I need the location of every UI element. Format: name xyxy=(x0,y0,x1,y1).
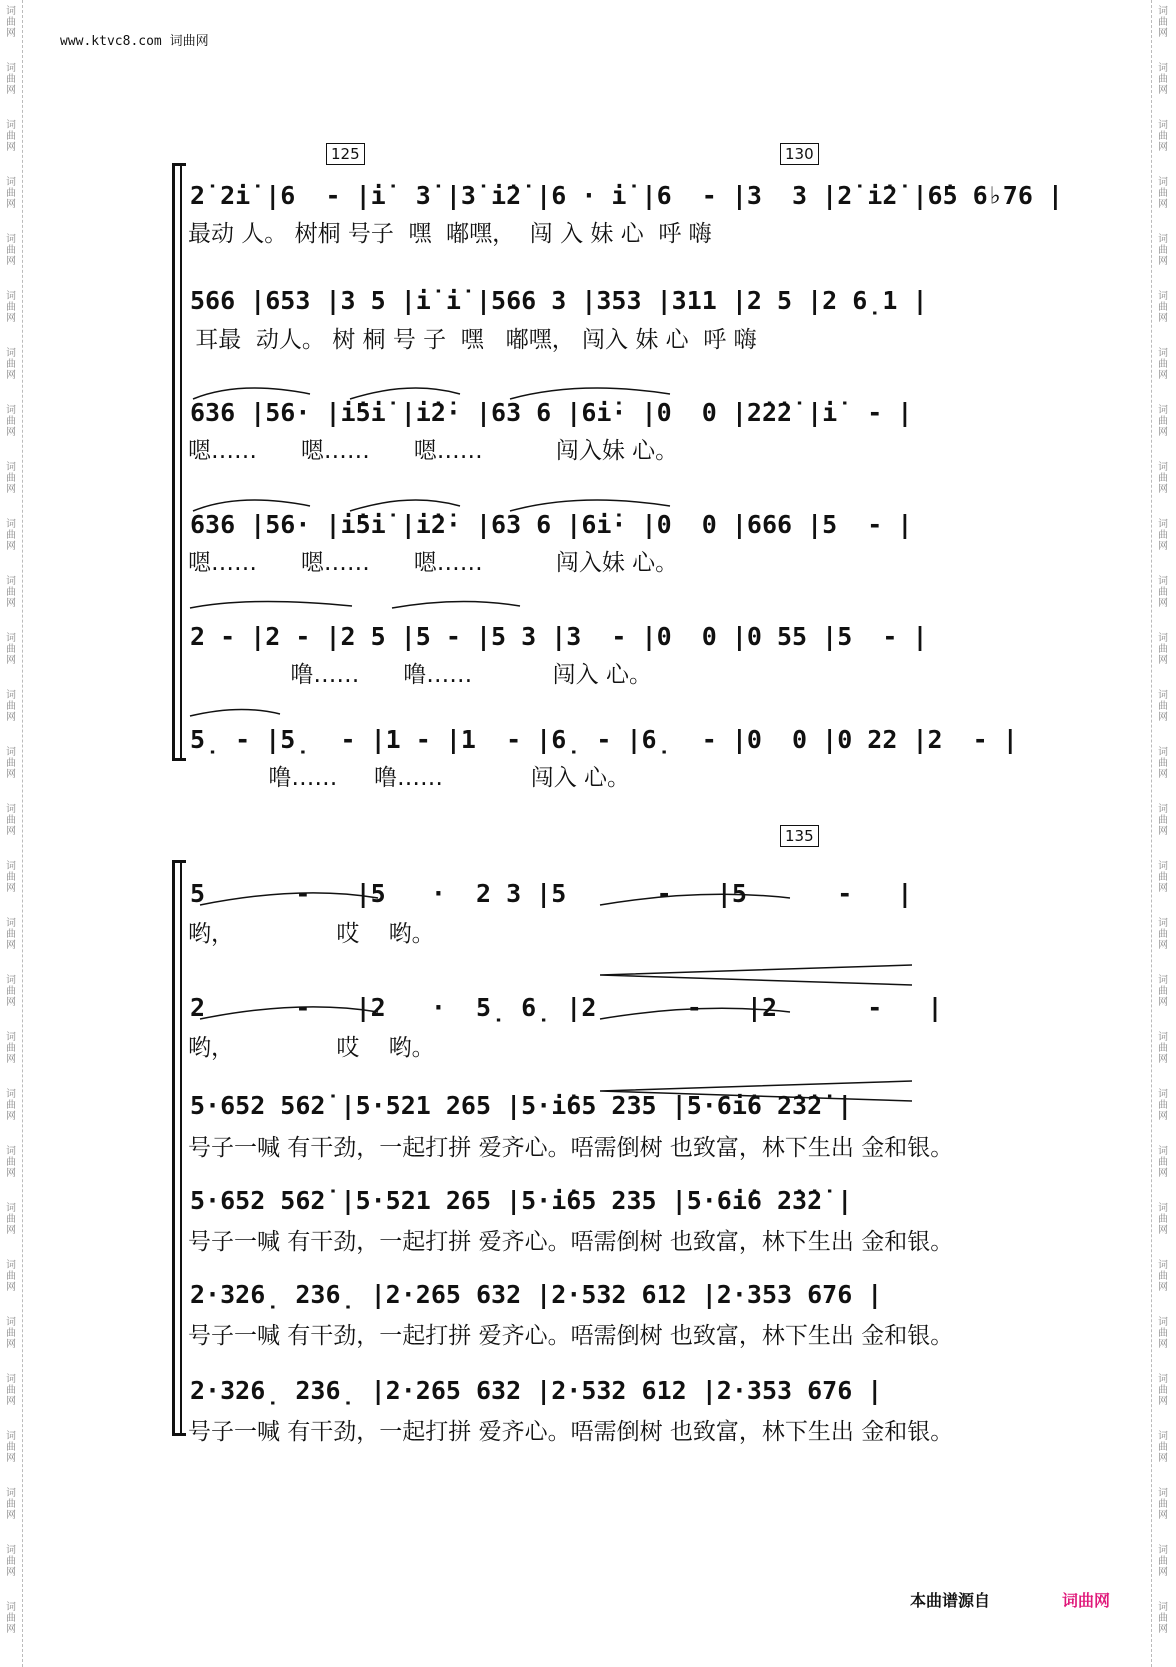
watermark-glyph: 词 曲 网 xyxy=(1158,1488,1168,1521)
system-2-staff-5-lyrics: 号子一喊 有干劲，一起打拼 爱齐心。唔需倒树 也致富，林下生出 金和银。 xyxy=(188,1323,954,1349)
watermark-glyph: 词 曲 网 xyxy=(6,690,16,723)
measure-number-135: 135 xyxy=(780,825,819,847)
watermark-glyph: 词 曲 网 xyxy=(6,1203,16,1236)
system-1-staff-6-notes: 5̣ - |5̣ - |1 - |1 - |6̣ - |6̣ - |0 0 |0 22 |2 - | xyxy=(190,725,1018,754)
watermark-glyph: 词 曲 网 xyxy=(1158,1545,1168,1578)
system-2-staff-4-lyrics: 号子一喊 有干劲，一起打拼 爱齐心。唔需倒树 也致富，林下生出 金和银。 xyxy=(188,1229,954,1255)
watermark-glyph: 词 曲 网 xyxy=(1158,1203,1168,1236)
system-1-staff-2-lyrics: 耳最 动人。 树 桐 号 子 嘿 嘟嘿， 闯入 妹 心 呼 嗨 xyxy=(188,327,757,353)
footer-brand-link[interactable]: 词曲网 xyxy=(1062,1591,1111,1610)
watermark-glyph: 词 曲 网 xyxy=(6,120,16,153)
watermark-glyph: 词 曲 网 xyxy=(6,291,16,324)
watermark-glyph: 词 曲 网 xyxy=(1158,804,1168,837)
watermark-glyph: 词 曲 网 xyxy=(6,747,16,780)
watermark-glyph: 词 曲 网 xyxy=(1158,120,1168,153)
footer-source-label: 本曲谱源自 xyxy=(910,1591,991,1610)
watermark-glyph: 词 曲 网 xyxy=(6,1431,16,1464)
watermark-glyph: 词 曲 网 xyxy=(6,918,16,951)
watermark-glyph: 词 曲 网 xyxy=(6,1089,16,1122)
watermark-glyph: 词 曲 网 xyxy=(1158,6,1168,39)
system-1-staff-5-notes: 2 - |2 - |2 5 |5 - |5 3 |3 - |0 0 |0 55 |5 - | xyxy=(190,622,928,651)
watermark-glyph: 词 曲 网 xyxy=(6,1260,16,1293)
system-2-staff-5-notes: 2·326̣ 236̣ |2·265 632 |2·532 612 |2·353 676 | xyxy=(190,1280,883,1309)
watermark-glyph: 词 曲 网 xyxy=(1158,177,1168,210)
system-1-staff-4-lyrics: 嗯…… 嗯…… 嗯…… 闯入妹 心。 xyxy=(188,550,679,576)
watermark-glyph: 词 曲 网 xyxy=(1158,576,1168,609)
watermark-glyph: 词 曲 网 xyxy=(6,1602,16,1635)
watermark-glyph: 词 曲 网 xyxy=(1158,1602,1168,1635)
system-1-staff-6-lyrics: 噜…… 噜…… 闯入 心。 xyxy=(188,765,631,791)
system-2-staff-3-lyrics: 号子一喊 有干劲，一起打拼 爱齐心。唔需倒树 也致富，林下生出 金和银。 xyxy=(188,1135,954,1161)
watermark-glyph: 词 曲 网 xyxy=(1158,1146,1168,1179)
system-2-staff-6-lyrics: 号子一喊 有干劲，一起打拼 爱齐心。唔需倒树 也致富，林下生出 金和银。 xyxy=(188,1419,954,1445)
watermark-glyph: 词 曲 网 xyxy=(1158,1431,1168,1464)
watermark-glyph: 词 曲 网 xyxy=(1158,747,1168,780)
watermark-glyph: 词 曲 网 xyxy=(1158,1260,1168,1293)
system-2-staff-6-notes: 2·326̣ 236̣ |2·265 632 |2·532 612 |2·353 676 | xyxy=(190,1376,883,1405)
system-2-staff-2-lyrics: 哟， 哎 哟。 xyxy=(188,1035,435,1061)
measure-number-125: 125 xyxy=(326,143,365,165)
watermark-glyph: 词 曲 网 xyxy=(1158,348,1168,381)
watermark-glyph: 词 曲 网 xyxy=(6,633,16,666)
watermark-glyph: 词 曲 网 xyxy=(1158,1089,1168,1122)
watermark-glyph: 词 曲 网 xyxy=(6,519,16,552)
watermark-glyph: 词 曲 网 xyxy=(6,63,16,96)
watermark-glyph: 词 曲 网 xyxy=(1158,1032,1168,1065)
watermark-glyph: 词 曲 网 xyxy=(1158,405,1168,438)
site-url: www.ktvc8.com 词曲网 xyxy=(60,34,209,49)
watermark-glyph: 词 曲 网 xyxy=(6,1545,16,1578)
watermark-glyph: 词 曲 网 xyxy=(6,1317,16,1350)
watermark-glyph: 词 曲 网 xyxy=(1158,462,1168,495)
watermark-glyph: 词 曲 网 xyxy=(1158,63,1168,96)
watermark-glyph: 词 曲 网 xyxy=(6,405,16,438)
watermark-glyph: 词 曲 网 xyxy=(1158,690,1168,723)
watermark-glyph: 词 曲 网 xyxy=(6,6,16,39)
system-2-staff-4-notes: 5·652 562̇ |5·521 265 |5·i̇65 235 |5·6i̇6 2̇3̇2̇ | xyxy=(190,1186,853,1215)
system-1-staff-1-lyrics: 最动 人。 树桐 号子 嘿 嘟嘿， 闯 入 妹 心 呼 嗨 xyxy=(188,221,712,247)
system-1-staff-5-lyrics: 噜…… 噜…… 闯入 心。 xyxy=(188,662,652,688)
watermark-glyph: 词 曲 网 xyxy=(1158,861,1168,894)
system-2-staff-2-notes: 2 - |2 · 5̣ 6̣ |2 - |2 - | xyxy=(190,993,943,1022)
watermark-glyph: 词 曲 网 xyxy=(6,462,16,495)
watermark-glyph: 词 曲 网 xyxy=(6,348,16,381)
watermark-glyph: 词 曲 网 xyxy=(6,804,16,837)
watermark-glyph: 词 曲 网 xyxy=(6,1146,16,1179)
watermark-glyph: 词 曲 网 xyxy=(6,975,16,1008)
system-1-staff-1-notes: 2̇ 2̇i̇ |6 - |i̇ 3̇ |3̇ i̇2̇ |6 · i̇ |6 - |3 3 |2̇ i̇2̇ |6̇5 6♭76 | xyxy=(190,181,1063,210)
watermark-glyph: 词 曲 网 xyxy=(1158,975,1168,1008)
watermark-glyph: 词 曲 网 xyxy=(6,1374,16,1407)
watermark-glyph: 词 曲 网 xyxy=(1158,234,1168,267)
measure-number-130: 130 xyxy=(780,143,819,165)
watermark-glyph: 词 曲 网 xyxy=(6,1032,16,1065)
watermark-glyph: 词 曲 网 xyxy=(6,234,16,267)
watermark-glyph: 词 曲 网 xyxy=(6,861,16,894)
system-1-staff-3-lyrics: 嗯…… 嗯…… 嗯…… 闯入妹 心。 xyxy=(188,438,679,464)
watermark-glyph: 词 曲 网 xyxy=(6,1488,16,1521)
system-1-staff-3-notes: 636 |56· |i̇5i̇ |i̇2̇· |63 6 |6i̇· |0 0 |2̇2̇2̇ |i̇ - | xyxy=(190,398,913,427)
watermark-glyph: 词 曲 网 xyxy=(1158,918,1168,951)
watermark-glyph: 词 曲 网 xyxy=(6,177,16,210)
system-2-staff-3-notes: 5·652 562̇ |5·521 265 |5·i̇65 235 |5·6i̇6 2̇3̇2̇ | xyxy=(190,1091,853,1120)
watermark-glyph: 词 曲 网 xyxy=(1158,1374,1168,1407)
watermark-glyph: 词 曲 网 xyxy=(1158,633,1168,666)
watermark-glyph: 词 曲 网 xyxy=(6,576,16,609)
watermark-glyph: 词 曲 网 xyxy=(1158,291,1168,324)
system-1-staff-2-notes: 566 |653 |3 5 |i̇ i̇ |566 3 |353 |311 |2 5 |2 6̣1 | xyxy=(190,286,928,315)
system-2-staff-1-lyrics: 哟， 哎 哟。 xyxy=(188,921,435,947)
watermark-glyph: 词 曲 网 xyxy=(1158,1317,1168,1350)
system-1-staff-4-notes: 636 |56· |i̇5i̇ |i̇2̇· |63 6 |6i̇· |0 0 |666 |5 - | xyxy=(190,510,913,539)
watermark-glyph: 词 曲 网 xyxy=(1158,519,1168,552)
system-2-staff-1-notes: 5 - |5 · 2 3 |5 - |5 - | xyxy=(190,879,913,908)
